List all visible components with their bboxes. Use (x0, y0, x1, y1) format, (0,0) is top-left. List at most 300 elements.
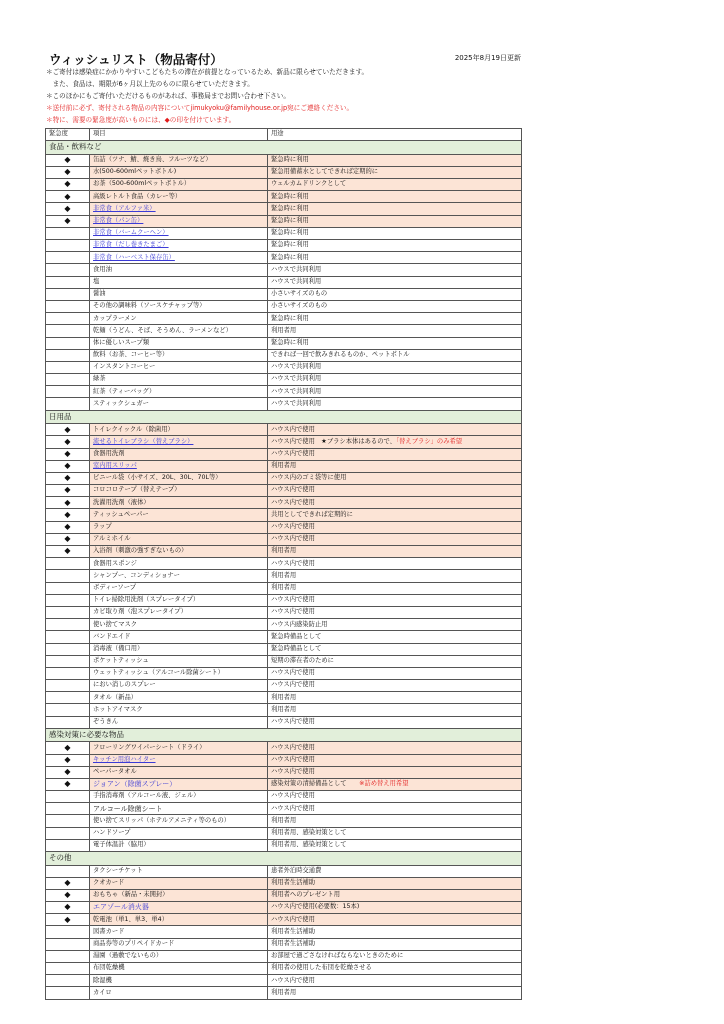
urgency-cell (46, 655, 90, 667)
item-cell: 飲料（お茶、コーヒー等） (90, 349, 268, 361)
urgency-cell (46, 680, 90, 692)
table-row (46, 877, 522, 889)
table-row (46, 680, 522, 692)
item-cell: ビニール袋（小サイズ、20L、30L、70L等） (90, 472, 268, 484)
table-row (46, 154, 522, 166)
use-text: 緊急時備品として (271, 644, 322, 652)
use-text: ハウス内で使用 (271, 743, 315, 751)
item-cell: ポケットティッシュ (90, 655, 268, 667)
use-cell (268, 497, 522, 509)
use-cell (268, 558, 522, 570)
item-cell: お茶（500-600mlペットボトル） (90, 179, 268, 191)
use-cell (268, 631, 522, 643)
table-row (46, 546, 522, 558)
use-text: 緊急時に利用 (271, 314, 309, 322)
use-text: 利用者の使用した布団を乾燥させる (271, 964, 372, 972)
note-line: ＊特に、需要の緊急度が高いものには、◆の印を付けています。 (46, 116, 236, 124)
urgent-diamond-icon: ◆ (46, 509, 90, 521)
use-text: ハウスで共同利用 (271, 387, 322, 395)
item-cell[interactable]: 非常食（パン缶） (90, 215, 268, 227)
use-cell (268, 179, 522, 191)
item-cell[interactable]: 室内用スリッパ (90, 460, 268, 472)
use-cell (268, 827, 522, 839)
urgency-cell (46, 606, 90, 618)
table-row (46, 521, 522, 533)
use-cell (268, 950, 522, 962)
use-text: 利用者用 (271, 816, 297, 824)
item-cell: 醤油 (90, 288, 268, 300)
item-cell: 電子体温計（脇用） (90, 839, 268, 851)
use-text: ハウス内で使用(必要数：15本) (271, 903, 360, 911)
use-text: ハウス内で使用 (271, 755, 315, 763)
use-text: 緊急時に利用 (271, 253, 309, 261)
use-cell (268, 252, 522, 264)
item-cell: カイロ (90, 987, 268, 999)
use-text: 緊急用備蓄水としてできれば定期的に (271, 168, 379, 176)
item-cell: 図書カード (90, 926, 268, 938)
use-cell (268, 448, 522, 460)
urgency-cell (46, 582, 90, 594)
table-header-row (46, 129, 522, 141)
wishlist-page (45, 50, 521, 1000)
use-cell (268, 619, 522, 631)
urgency-cell (46, 815, 90, 827)
urgent-diamond-icon: ◆ (46, 754, 90, 766)
table-row (46, 215, 522, 227)
table-row (46, 472, 522, 484)
category-row (46, 728, 522, 742)
use-text: ハウスで共同利用 (271, 277, 322, 285)
notes (45, 66, 521, 126)
item-cell: 入浴剤（刺激の強すぎないもの） (90, 546, 268, 558)
item-cell: アルミホイル (90, 533, 268, 545)
item-cell: 塩 (90, 276, 268, 288)
category-row (46, 852, 522, 866)
header-urgency: 緊急度 (46, 129, 90, 141)
title-row (45, 50, 521, 66)
use-text: 利用者用、感染対策として (271, 841, 347, 849)
use-text: 利用者生活補助 (271, 940, 316, 948)
use-text: 感染対策の清掃備品として (271, 780, 360, 788)
use-text: お部屋で過ごさなければならないときのために (271, 952, 404, 960)
item-cell: 商品券等のプリペイドカード (90, 938, 268, 950)
use-text: ハウス内で使用 (271, 915, 315, 923)
category-row (46, 410, 522, 424)
urgent-diamond-icon: ◆ (46, 497, 90, 509)
use-text: 利用者用 (271, 326, 297, 334)
page-title: ウィッシュリスト（物品寄付） (49, 52, 223, 67)
urgent-diamond-icon: ◆ (46, 436, 90, 448)
item-cell: ぞうきん (90, 716, 268, 728)
item-cell[interactable]: キッチン用泡ハイター (90, 754, 268, 766)
note-line: ＊送付前に必ず、寄付される物品の内容についてjimukyoku@familyhouse.or.jp宛にご連絡ください。 (46, 104, 354, 112)
table-row (46, 288, 522, 300)
use-cell (268, 778, 522, 790)
item-cell: 除湿機 (90, 975, 268, 987)
use-cell (268, 582, 522, 594)
urgency-cell (46, 716, 90, 728)
urgent-diamond-icon: ◆ (46, 203, 90, 215)
item-cell: ペーパータオル (90, 766, 268, 778)
use-cell (268, 667, 522, 679)
urgency-cell (46, 926, 90, 938)
urgency-cell (46, 349, 90, 361)
item-cell: アルコール除菌シート (90, 803, 268, 815)
item-cell[interactable]: 流せるトイレブラシ（替えブラシ） (90, 436, 268, 448)
use-text: 小さいサイズのもの (271, 290, 328, 298)
item-cell: 紅茶（ティーバッグ） (90, 386, 268, 398)
urgent-diamond-icon: ◆ (46, 485, 90, 497)
urgent-diamond-icon: ◆ (46, 902, 90, 914)
urgent-diamond-icon: ◆ (46, 914, 90, 926)
use-text: ハウス内で使用 (271, 523, 315, 531)
use-cell (268, 692, 522, 704)
item-cell: 食用油 (90, 264, 268, 276)
item-cell: シャンプー、コンディショナー (90, 570, 268, 582)
urgency-cell (46, 791, 90, 803)
table-row (46, 227, 522, 239)
table-row (46, 987, 522, 999)
use-cell (268, 436, 522, 448)
use-cell (268, 877, 522, 889)
use-text: ハウス内のゴミ袋等に使用 (271, 474, 347, 482)
urgency-cell (46, 938, 90, 950)
use-text: ハウスで共同利用 (271, 265, 322, 273)
use-cell (268, 203, 522, 215)
item-cell: におい消しのスプレー (90, 680, 268, 692)
use-cell (268, 485, 522, 497)
item-cell: カビ取り剤（泡スプレータイプ） (90, 606, 268, 618)
use-cell (268, 533, 522, 545)
category-label: 日用品 (46, 410, 522, 424)
urgent-diamond-icon: ◆ (46, 448, 90, 460)
urgency-cell (46, 288, 90, 300)
urgency-cell (46, 374, 90, 386)
table-row (46, 166, 522, 178)
use-text: 緊急時に利用 (271, 156, 309, 164)
use-cell (268, 460, 522, 472)
urgent-diamond-icon: ◆ (46, 424, 90, 436)
use-text: ハウス内で使用 (271, 596, 315, 604)
table-row (46, 533, 522, 545)
use-text: ハウス内で使用 (271, 768, 315, 776)
urgency-cell (46, 337, 90, 349)
category-row (46, 141, 522, 155)
use-cell (268, 509, 522, 521)
use-text: ハウス内で使用 (271, 669, 315, 677)
use-cell (268, 716, 522, 728)
item-cell: 高級レトルト食品（カレー等） (90, 191, 268, 203)
item-cell: 使い捨てマスク (90, 619, 268, 631)
use-cell (268, 766, 522, 778)
table-row (46, 667, 522, 679)
item-cell: タクシーチケット (90, 865, 268, 877)
item-cell: 洗濯用洗剤（液体） (90, 497, 268, 509)
item-cell[interactable]: 非常食（アルファ米） (90, 203, 268, 215)
urgency-cell (46, 252, 90, 264)
use-cell (268, 594, 522, 606)
use-text: 利用者生活補助 (271, 927, 316, 935)
use-text: 利用者へのプレゼント用 (271, 891, 341, 899)
item-cell: ボディーソープ (90, 582, 268, 594)
urgency-cell (46, 963, 90, 975)
table-row (46, 754, 522, 766)
table-row (46, 950, 522, 962)
header-use: 用途 (268, 129, 522, 141)
use-text: ハウス内で使用 (271, 425, 315, 433)
item-cell: 乾電池（単1、単3、単4） (90, 914, 268, 926)
urgency-cell (46, 704, 90, 716)
urgent-diamond-icon: ◆ (46, 889, 90, 901)
use-text: 緊急時に利用 (271, 338, 309, 346)
note-line: ＊ご寄付は感染症にかかりやすいこどもたちの滞在が前提となっているため、新品に限らせていただきます。 (46, 68, 369, 76)
urgency-cell (46, 361, 90, 373)
note-line: ＊このほかにもご寄付いただけるものがあれば、事務局までお問い合わせ下さい。 (46, 92, 290, 100)
use-text: ハウス内で使用 (271, 559, 315, 567)
use-cell (268, 325, 522, 337)
table-row (46, 938, 522, 950)
use-cell (268, 472, 522, 484)
urgency-cell (46, 227, 90, 239)
item-cell: バンドエイド (90, 631, 268, 643)
use-cell (268, 424, 522, 436)
urgent-diamond-icon: ◆ (46, 191, 90, 203)
urgent-diamond-icon: ◆ (46, 472, 90, 484)
item-cell: その他の調味料（ソースケチャップ等） (90, 300, 268, 312)
urgent-diamond-icon: ◆ (46, 154, 90, 166)
use-cell (268, 264, 522, 276)
use-text: 緊急時に利用 (271, 192, 309, 200)
urgency-cell (46, 386, 90, 398)
use-text: 共用としてできれば定期的に (271, 510, 353, 518)
table-row (46, 839, 522, 851)
header-item: 項目 (90, 129, 268, 141)
item-cell: 緑茶 (90, 374, 268, 386)
use-cell (268, 839, 522, 851)
item-cell: 食器用スポンジ (90, 558, 268, 570)
use-text: 利用者用、感染対策として (271, 829, 347, 837)
table-row (46, 803, 522, 815)
table-row (46, 460, 522, 472)
table-row (46, 313, 522, 325)
use-cell (268, 154, 522, 166)
urgent-diamond-icon: ◆ (46, 778, 90, 790)
use-cell (268, 889, 522, 901)
urgent-diamond-icon: ◆ (46, 521, 90, 533)
use-text: ハウスで共同利用 (271, 375, 322, 383)
use-text: ハウス内で使用 (271, 792, 315, 800)
table-row (46, 424, 522, 436)
item-cell[interactable]: 非常食（ハーベスト保存缶） (90, 252, 268, 264)
urgency-cell (46, 975, 90, 987)
use-cell (268, 398, 522, 410)
urgency-cell (46, 300, 90, 312)
item-cell: 使い捨てスリッパ（ホテルアメニティ等のもの） (90, 815, 268, 827)
urgent-diamond-icon: ◆ (46, 877, 90, 889)
urgency-cell (46, 987, 90, 999)
table-row (46, 655, 522, 667)
item-cell: エアゾール消火器 (90, 902, 268, 914)
table-row (46, 325, 522, 337)
use-cell (268, 288, 522, 300)
use-cell (268, 349, 522, 361)
use-cell (268, 680, 522, 692)
item-cell: 手指消毒剤（アルコール液、ジェル） (90, 791, 268, 803)
item-cell: 食器用洗剤 (90, 448, 268, 460)
table-row (46, 374, 522, 386)
item-cell: 体に優しいスープ類 (90, 337, 268, 349)
table-row (46, 766, 522, 778)
table-row (46, 742, 522, 754)
table-row (46, 914, 522, 926)
use-cell (268, 606, 522, 618)
wishlist-table (45, 128, 522, 1000)
urgency-cell (46, 643, 90, 655)
item-cell: フローリングワイパーシート（ドライ） (90, 742, 268, 754)
use-text: ウェルカムドリンクとして (271, 180, 347, 188)
item-cell: クオカード (90, 877, 268, 889)
use-request-note: ※詰め替え用希望 (359, 780, 409, 788)
use-text: 緊急時に利用 (271, 229, 309, 237)
table-row (46, 643, 522, 655)
updated-date: 2025年8月19日更新 (454, 54, 521, 62)
urgent-diamond-icon: ◆ (46, 742, 90, 754)
table-row (46, 594, 522, 606)
urgency-cell (46, 827, 90, 839)
use-text: 利用者用 (271, 988, 297, 996)
use-text: 利用者用 (271, 571, 297, 579)
use-text: ハウスで共同利用 (271, 399, 322, 407)
urgent-diamond-icon: ◆ (46, 460, 90, 472)
item-cell: ホットアイマスク (90, 704, 268, 716)
note-line: また、食品は、期限が6ヶ月以上先のものに限らせていただきます。 (46, 80, 254, 88)
use-cell (268, 227, 522, 239)
table-row (46, 240, 522, 252)
table-row (46, 902, 522, 914)
use-cell (268, 655, 522, 667)
table-row (46, 436, 522, 448)
table-row (46, 926, 522, 938)
table-row (46, 716, 522, 728)
use-cell (268, 865, 522, 877)
use-text: 利用者用 (271, 462, 297, 470)
urgent-diamond-icon: ◆ (46, 546, 90, 558)
category-label: その他 (46, 852, 522, 866)
table-row (46, 778, 522, 790)
use-text: ハウス内で使用 (271, 718, 315, 726)
use-text: 利用者生活補助 (271, 879, 316, 887)
urgency-cell (46, 570, 90, 582)
item-cell[interactable]: 非常食（だし巻きたまご） (90, 240, 268, 252)
urgency-cell (46, 839, 90, 851)
urgent-diamond-icon: ◆ (46, 766, 90, 778)
table-row (46, 827, 522, 839)
use-cell (268, 166, 522, 178)
urgent-diamond-icon: ◆ (46, 215, 90, 227)
use-cell (268, 704, 522, 716)
use-cell (268, 374, 522, 386)
table-row (46, 448, 522, 460)
category-label: 感染対策に必要な物品 (46, 728, 522, 742)
use-text: ハウス内で使用 ★ブラシ本体はあるので、 (271, 437, 396, 445)
use-text: 患者外泊時交通費 (271, 866, 322, 874)
item-cell: トイレ掃除用洗剤（スプレータイプ） (90, 594, 268, 606)
table-row (46, 485, 522, 497)
use-cell (268, 926, 522, 938)
table-row (46, 252, 522, 264)
table-row (46, 361, 522, 373)
use-cell (268, 791, 522, 803)
use-text: 利用者用 (271, 583, 297, 591)
use-cell (268, 643, 522, 655)
use-text: ハウスで共同利用 (271, 363, 322, 371)
table-row (46, 398, 522, 410)
urgency-cell (46, 325, 90, 337)
urgent-diamond-icon: ◆ (46, 533, 90, 545)
use-cell (268, 914, 522, 926)
use-cell (268, 191, 522, 203)
table-row (46, 558, 522, 570)
table-row (46, 619, 522, 631)
use-text: ハウス内で使用 (271, 804, 315, 812)
item-cell: 湯園（過敷でないもの） (90, 950, 268, 962)
use-cell (268, 987, 522, 999)
use-text: ハウス内で使用 (271, 449, 315, 457)
use-text: 緊急時に利用 (271, 241, 309, 249)
use-text: ハウス内で使用 (271, 681, 315, 689)
table-row (46, 606, 522, 618)
table-row (46, 570, 522, 582)
urgent-diamond-icon: ◆ (46, 179, 90, 191)
item-cell: コロコロテープ（替えテープ） (90, 485, 268, 497)
item-cell: 乾麺（うどん、そば、そうめん、ラーメンなど） (90, 325, 268, 337)
table-row (46, 276, 522, 288)
use-cell (268, 938, 522, 950)
urgency-cell (46, 398, 90, 410)
table-row (46, 337, 522, 349)
urgency-cell (46, 631, 90, 643)
use-text: ハウス内感染防止用 (271, 620, 328, 628)
item-cell: インスタントコーヒー (90, 361, 268, 373)
table-row (46, 865, 522, 877)
category-label: 食品・飲料など (46, 141, 522, 155)
use-text: 小さいサイズのもの (271, 302, 328, 310)
use-cell (268, 902, 522, 914)
table-row (46, 631, 522, 643)
use-cell (268, 963, 522, 975)
urgency-cell (46, 276, 90, 288)
use-text: 緊急時に利用 (271, 217, 309, 225)
table-row (46, 349, 522, 361)
item-cell: 布団乾燥機 (90, 963, 268, 975)
table-row (46, 791, 522, 803)
item-cell: スティックシュガー (90, 398, 268, 410)
table-row (46, 386, 522, 398)
use-text: 緊急時備品として (271, 632, 322, 640)
item-cell: タオル（新品） (90, 692, 268, 704)
item-cell[interactable]: 非常食（バームクーヘン） (90, 227, 268, 239)
item-cell: トイレクイックル（除菌用） (90, 424, 268, 436)
item-cell: 缶詰（ツナ、鯖、焼き鳥、フルーツなど） (90, 154, 268, 166)
item-cell: 消毒液（備口用） (90, 643, 268, 655)
urgency-cell (46, 264, 90, 276)
table-row (46, 509, 522, 521)
table-row (46, 191, 522, 203)
item-cell: カップラーメン (90, 313, 268, 325)
urgency-cell (46, 313, 90, 325)
use-cell (268, 975, 522, 987)
use-text: 利用者用 (271, 705, 297, 713)
